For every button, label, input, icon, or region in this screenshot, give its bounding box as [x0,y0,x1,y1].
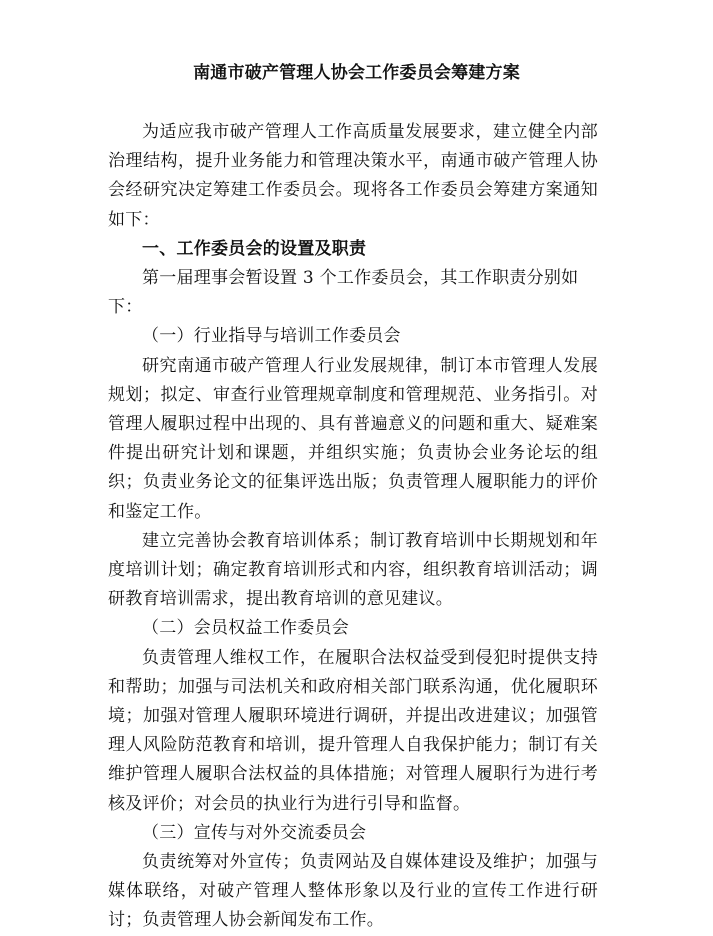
document-body [108,118,598,936]
committee-heading-training: （一）行业指导与培训工作委员会 [142,326,401,347]
intro-paragraph: 为适应我市破产管理人工作高质量发展要求，建立健全内部治理结构，提升业务能力和管理决策水平，南通市破产管理人协会经研究决定筹建工作委员会。现将各工作委员会筹建方案通知如下： [108,122,598,230]
committee-paragraph: 研究南通市破产管理人行业发展规律，制订本市管理人发展规划；拟定、审查行业管理规章制度和管理规范、业务指引。对管理人履职过程中出现的、具有普遍意义的问题和重大、疑难案件提出研究计划和课题，并组织实施；负责协会业务论坛的组织；负责业务论文的征集评选出版；负责管理人履职能力的评价和鉴定工作。 [108,355,598,522]
section-intro: 第一届理事会暂设置 3 个工作委员会，其工作职责分别如下： [108,268,579,318]
committee-paragraph: 建立完善协会教育培训体系；制订教育培训中长期规划和年度培训计划；确定教育培训形式和内容，组织教育培训活动；调研教育培训需求，提出教育培训的意见建议。 [108,530,598,610]
committee-heading-publicity: （三）宣传与对外交流委员会 [142,822,367,843]
committee-paragraph: 负责统筹对外宣传；负责网站及自媒体建设及维护；加强与媒体联络，对破产管理人整体形象以及行业的宣传工作进行研讨；负责管理人协会新闻发布工作。 [108,852,598,931]
committee-heading-rights: （二）会员权益工作委员会 [142,618,349,639]
section-heading: 一、工作委员会的设置及职责 [142,238,367,259]
document-title: 南通市破产管理人协会工作委员会筹建方案 [193,63,520,83]
committee-paragraph: 负责管理人维权工作，在履职合法权益受到侵犯时提供支持和帮助；加强与司法机关和政府相关部门联系沟通，优化履职环境；加强对管理人履职环境进行调研，并提出改进建议；加强管理人风险防范教育和培训，提升管理人自我保护能力；制订有关维护管理人履职合法权益的具体措施；对管理人履职行为进行考核及评价；对会员的执业行为进行引导和监督。 [108,647,598,814]
